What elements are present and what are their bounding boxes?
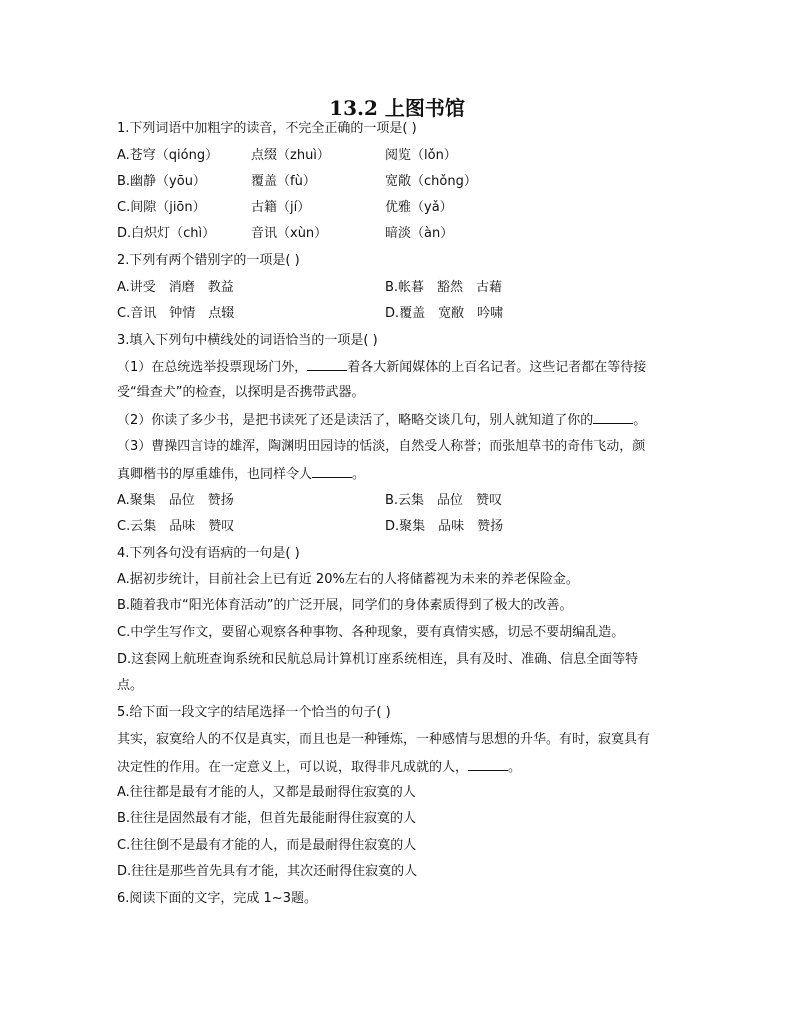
page-title: 13.2 上图书馆 [329,96,465,120]
question-1-stem: 1.下列词语中加粗字的读音，不完全正确的一项是( ) [117,121,417,136]
question-1-row-d [117,223,677,245]
question-3-sentence-1 [117,356,677,378]
sentence-text: 。 [633,413,647,428]
option-text: A.苍穹（qióng） [117,148,219,163]
question-4-option-d-cont: 点。 [117,678,144,693]
question-2-row-cd [117,303,677,325]
question-3-sentence-3-cont [117,463,677,485]
sentence-text: 着各大新闻媒体的上百名记者。这些记者都在等待接 [347,360,647,375]
question-5-option-b: B.往往是固然最有才能，但首先最能耐得住寂寞的人 [117,811,417,826]
option-text: 音讯（xùn） [251,226,328,241]
sentence-text: 真卿楷书的厚重雄伟，也同样令人 [117,467,313,482]
sentence-text: 。 [352,467,366,482]
option-a: A.聚集 品位 赞扬 [117,493,234,508]
question-5-stem: 5.给下面一段文字的结尾选择一个恰当的句子( ) [117,705,391,720]
question-2-row-ab [117,277,677,299]
question-4-option-b: B.随着我市“阳光体育活动”的广泛开展，同学们的身体素质得到了极大的改善。 [117,598,573,613]
question-4-option-a: A.据初步统计，目前社会上已有近 20%左右的人将储蓄视为未来的养老保险金。 [117,572,579,587]
option-text: 古籍（jí） [251,200,311,215]
option-text: 覆盖（fù） [251,174,316,189]
question-5-passage-cont [117,756,677,778]
option-c: C.音讯 钟情 点辍 [117,306,235,321]
answer-blank [593,409,633,424]
option-c: C.云集 品味 赞叹 [117,519,235,534]
option-text: D.白炽灯（chì） [117,226,216,241]
sentence-text: 决定性的作用。在一定意义上，可以说，取得非凡成就的人， [117,760,469,775]
question-3-stem: 3.填入下列句中横线处的词语恰当的一项是( ) [117,333,378,348]
option-b: B.云集 品位 赞叹 [385,493,503,508]
question-1-row-a [117,145,677,167]
question-4-option-d: D.这套网上航班查询系统和民航总局计算机订座系统相连，具有及时、准确、信息全面等特 [117,652,639,667]
question-1-row-c [117,197,677,219]
answer-blank [312,463,352,478]
option-text: 优雅（yǎ） [385,200,453,215]
question-5-passage: 其实，寂寞给人的不仅是真实，而且也是一种锤炼，一种感情与思想的升华。有时，寂寞具有 [117,732,651,747]
question-5-option-a: A.往往都是最有才能的人，又都是最耐得住寂寞的人 [117,785,416,800]
option-d: D.覆盖 宽敝 吟啸 [385,306,504,321]
question-2-stem: 2.下列有两个错别字的一项是( ) [117,253,300,268]
option-text: C.间隙（jiōn） [117,200,206,215]
option-text: B.幽静（yōu） [117,174,206,189]
question-6-stem: 6.阅读下面的文字，完成 1~3题。 [117,891,317,906]
sentence-text: 。 [508,760,522,775]
option-text: 宽敞（chǒng） [385,174,477,189]
question-4-stem: 4.下列各句没有语病的一句是( ) [117,546,300,561]
sentence-text: （1）在总统选举投票现场门外， [117,360,308,375]
question-5-option-d: D.往往是那些首先具有才能，其次还耐得住寂寞的人 [117,864,418,879]
option-a: A.讲受 消磨 教益 [117,280,234,295]
option-text: 阅览（lǒn） [385,148,457,163]
answer-blank [468,756,508,771]
sentence-text: （2）你读了多少书，是把书读死了还是读活了，略略交谈几句，别人就知道了你的 [117,413,594,428]
question-3-row-cd [117,516,677,538]
option-b: B.帐暮 豁然 古藉 [385,280,503,295]
option-d: D.聚集 品味 赞扬 [385,519,504,534]
question-3-sentence-3: （3）曹操四言诗的雄浑，陶渊明田园诗的恬淡，自然受人称誉；而张旭草书的奇伟飞动，颜 [117,439,646,454]
question-3-row-ab [117,490,677,512]
question-4-option-c: C.中学生写作文，要留心观察各种事物、各种现象，要有真情实感，切忌不要胡编乱造。 [117,625,625,640]
question-1-row-b [117,171,677,193]
question-3-sentence-2 [117,409,677,431]
option-text: 点缀（zhuì） [251,148,330,163]
option-text: 暗淡（àn） [385,226,454,241]
answer-blank [307,356,347,371]
question-3-sentence-1-cont: 受“缉查犬”的检查，以探明是否携带武器。 [117,385,365,400]
question-5-option-c: C.往往倒不是最有才能的人，而是最耐得住寂寞的人 [117,838,417,853]
